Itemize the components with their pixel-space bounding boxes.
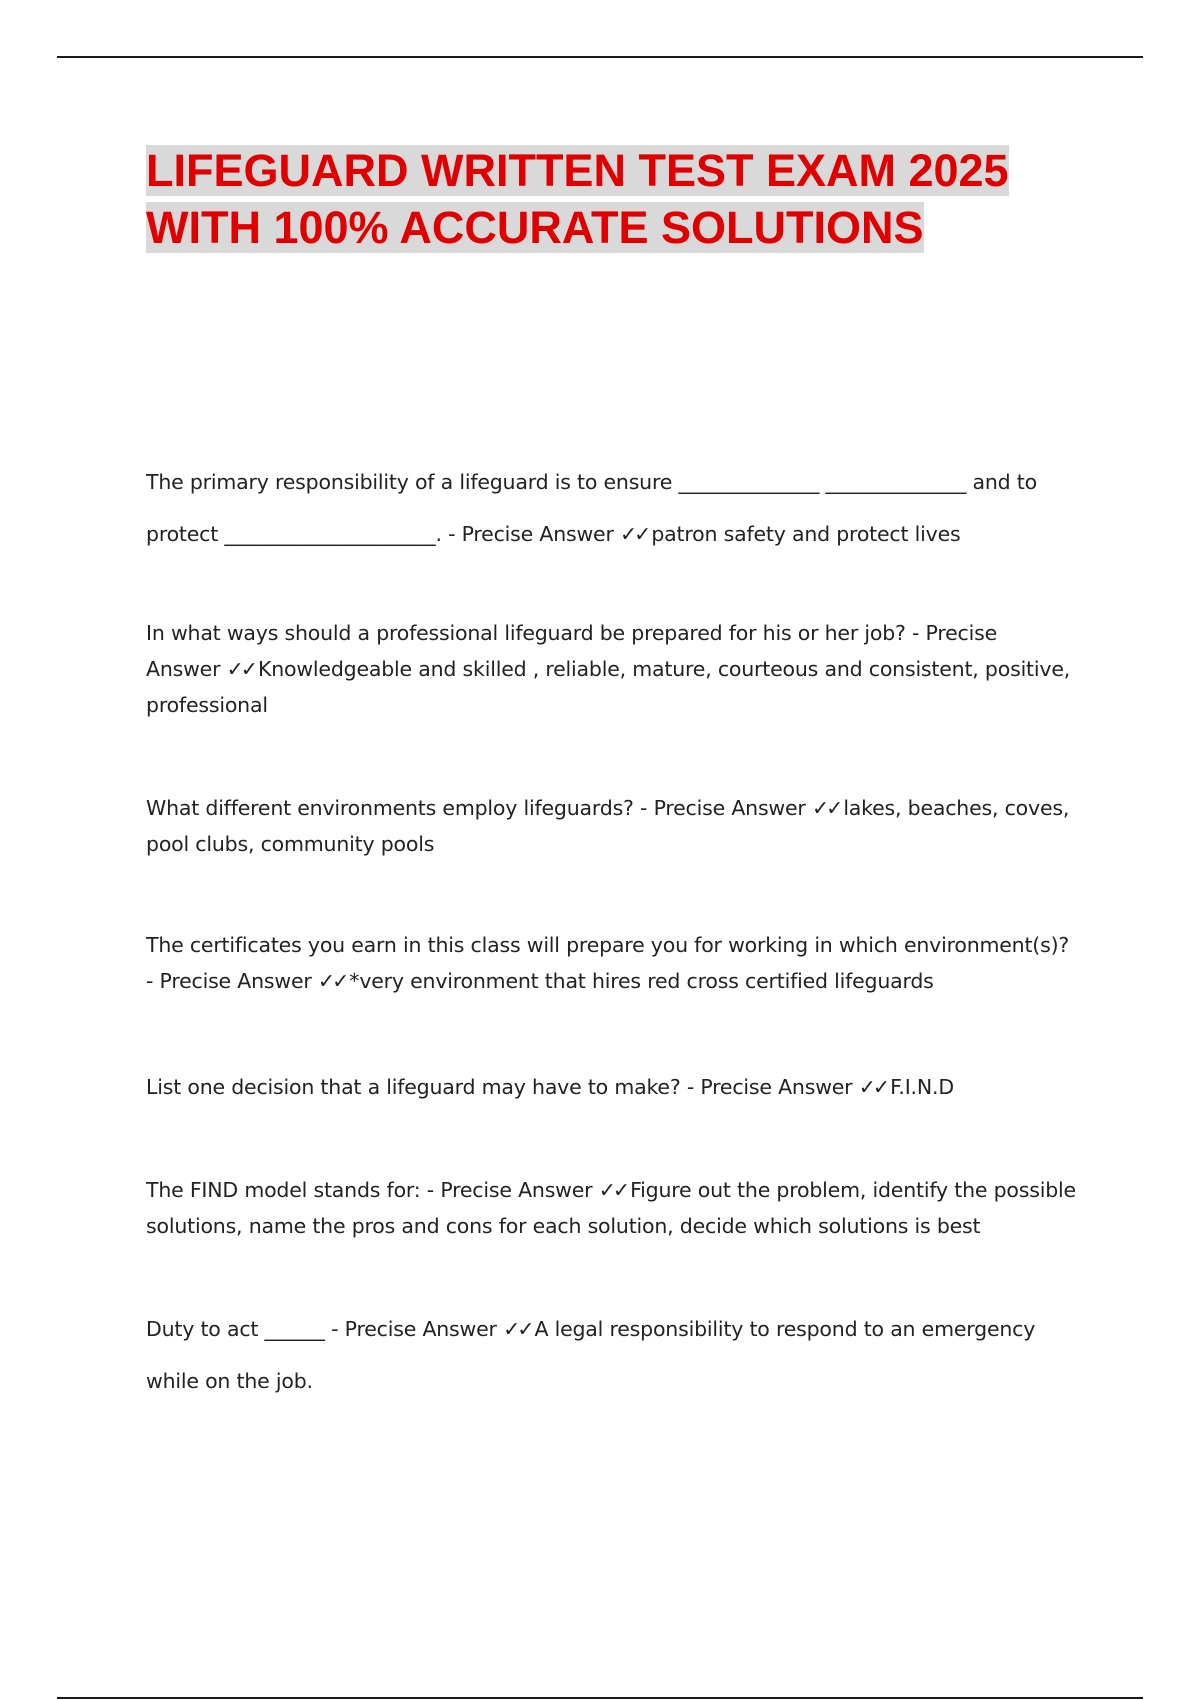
qa-item-5 bbox=[146, 1069, 1076, 1105]
answer-text: F.I.N.D bbox=[890, 1075, 954, 1099]
title-highlight: LIFEGUARD WRITTEN TEST EXAM 2025 WITH 100% ACCURATE SOLUTIONS bbox=[146, 145, 1009, 253]
check-icon: ✓✓ bbox=[811, 796, 841, 820]
answer-text: lakes, beaches, coves, pool clubs, community pools bbox=[146, 796, 1070, 856]
check-icon: ✓✓ bbox=[226, 657, 255, 681]
qa-item-7 bbox=[146, 1303, 1076, 1407]
question-text: The primary responsibility of a lifeguard is to ensure ______________ ______________ and to protect _____________________. - Precise Answer bbox=[146, 470, 1037, 546]
bottom-rule bbox=[57, 1697, 1143, 1699]
answer-text: *very environment that hires red cross certified lifeguards bbox=[349, 969, 934, 993]
qa-item-2 bbox=[146, 615, 1076, 723]
qa-item-4 bbox=[146, 927, 1076, 999]
check-icon: ✓✓ bbox=[503, 1317, 532, 1341]
check-icon: ✓✓ bbox=[620, 522, 649, 546]
question-text: In what ways should a professional lifeguard be prepared for his or her job? - Precise Answer bbox=[146, 621, 997, 681]
qa-item-1 bbox=[146, 456, 1076, 560]
answer-text: Figure out the problem, identify the possible solutions, name the pros and cons for each solution, decide which solutions is best bbox=[146, 1178, 1076, 1238]
check-icon: ✓✓ bbox=[317, 969, 347, 993]
question-text: The certificates you earn in this class will prepare you for working in which environment(s)? - Precise Answer bbox=[146, 933, 1070, 993]
question-text: What different environments employ lifeguards? - Precise Answer bbox=[146, 796, 812, 820]
qa-item-6 bbox=[146, 1172, 1076, 1244]
answer-text: Knowledgeable and skilled , reliable, mature, courteous and consistent, positive, professional bbox=[146, 657, 1071, 717]
top-rule bbox=[57, 56, 1143, 58]
answer-text: A legal responsibility to respond to an emergency while on the job. bbox=[146, 1317, 1036, 1393]
document-title bbox=[146, 142, 1046, 256]
check-icon: ✓✓ bbox=[858, 1075, 888, 1099]
check-icon: ✓✓ bbox=[598, 1178, 628, 1202]
question-text: Duty to act ______ - Precise Answer bbox=[146, 1317, 504, 1341]
question-text: List one decision that a lifeguard may have to make? - Precise Answer bbox=[146, 1075, 859, 1099]
qa-item-3 bbox=[146, 790, 1076, 862]
answer-text: patron safety and protect lives bbox=[651, 522, 961, 546]
question-text: The FIND model stands for: - Precise Answer bbox=[146, 1178, 599, 1202]
